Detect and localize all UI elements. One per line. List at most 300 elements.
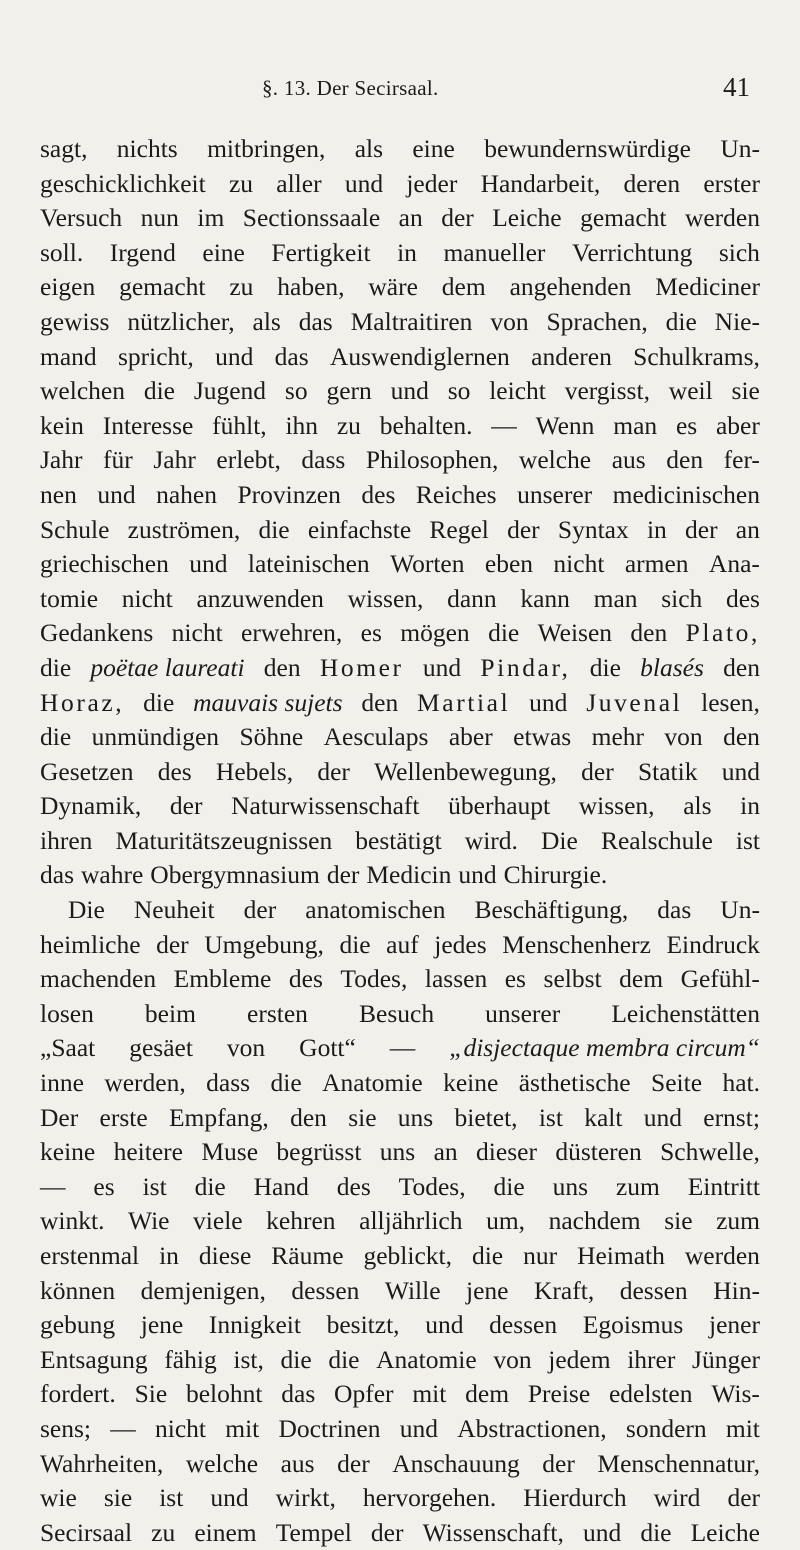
word: Nie- — [714, 306, 760, 336]
word: armen — [624, 549, 689, 579]
word: nicht — [553, 549, 605, 579]
word: sondern — [625, 1413, 707, 1443]
word: werden, — [104, 1068, 186, 1098]
word: machenden — [40, 964, 157, 994]
word: und — [425, 1310, 464, 1340]
word: Leichenstätten — [611, 998, 760, 1028]
word: vergisst, — [564, 376, 650, 406]
word: als — [683, 791, 712, 821]
word: wie — [40, 1483, 77, 1513]
word: eine — [202, 237, 245, 267]
word: Juvenal — [586, 687, 683, 717]
word: die — [40, 652, 72, 682]
word: gemacht — [119, 272, 206, 302]
word: anderen — [531, 341, 612, 371]
word: düsteren — [555, 1137, 642, 1167]
word: ihn — [285, 410, 319, 440]
word: der — [507, 514, 540, 544]
word: uns — [552, 1171, 588, 1201]
word: nützlicher, — [127, 306, 235, 336]
word: mögen — [400, 618, 470, 648]
word: ist — [159, 1483, 184, 1513]
word: dessen — [489, 1310, 558, 1340]
text-line — [40, 340, 760, 375]
word: Wille — [384, 1275, 441, 1305]
word: zum — [615, 1171, 660, 1201]
word: und — [422, 652, 462, 682]
text-line — [40, 1170, 760, 1205]
text-line — [40, 1101, 760, 1136]
word: Homer — [319, 652, 404, 682]
word: Martial — [417, 687, 511, 717]
word: des — [725, 583, 760, 613]
text-line — [40, 374, 760, 409]
word: gern — [326, 376, 372, 406]
word: lesen, — [701, 687, 760, 717]
word: eben — [484, 549, 534, 579]
word: mehr — [591, 722, 645, 752]
word: keine — [40, 1137, 96, 1167]
word: Plato, — [685, 618, 760, 648]
word: nicht — [121, 583, 173, 613]
word: erstenmal — [40, 1241, 140, 1270]
word: des — [288, 964, 323, 994]
text-line — [40, 1239, 760, 1274]
word: Räume — [271, 1241, 344, 1270]
text-line — [40, 928, 760, 963]
word: „Saat — [40, 1033, 96, 1063]
word: aber — [448, 722, 493, 752]
word: Fertigkeit — [271, 237, 371, 267]
word: und — [582, 1517, 622, 1547]
word: die — [640, 1517, 672, 1547]
running-title: §. 13. Der Secirsaal. — [262, 76, 439, 100]
text-line — [40, 1412, 760, 1447]
word: sens; — [40, 1413, 91, 1443]
word: zu — [336, 410, 361, 440]
word: fordert. — [40, 1379, 116, 1409]
word: inne — [40, 1068, 84, 1098]
word: in — [397, 237, 417, 267]
word: alljährlich — [359, 1206, 463, 1236]
word: erste — [99, 1102, 148, 1132]
word: werden — [684, 1241, 760, 1270]
word: Seite — [651, 1068, 703, 1098]
word: im — [197, 203, 225, 233]
word: die — [194, 1171, 226, 1201]
word: und — [643, 1102, 682, 1132]
word: Naturwissenschaft — [231, 791, 420, 821]
word: jener — [709, 1310, 760, 1340]
word: in — [740, 791, 760, 821]
word: Eindruck — [666, 929, 760, 959]
word: zu — [228, 168, 254, 198]
word: Menschennatur, — [597, 1448, 760, 1478]
word: Realschule — [600, 825, 713, 855]
word: ist — [735, 825, 760, 855]
word: von — [664, 722, 703, 752]
word: Sectionssaale — [242, 203, 381, 233]
text-line — [40, 167, 760, 202]
word: wäre — [368, 272, 418, 302]
word: und — [97, 479, 136, 509]
word: mauvais sujets — [193, 687, 343, 717]
word: von — [226, 1033, 266, 1063]
word: spricht, — [117, 341, 194, 371]
word: man — [593, 583, 638, 613]
word: Preise — [527, 1379, 591, 1409]
word: Schule — [40, 514, 110, 544]
text-line — [40, 270, 760, 305]
text-line — [40, 1204, 760, 1239]
text-line — [40, 755, 760, 790]
word: Innigkeit — [208, 1310, 301, 1340]
word: und — [529, 687, 568, 717]
word: ersten — [247, 998, 308, 1028]
word: die — [328, 1344, 360, 1374]
word: mand — [40, 341, 97, 371]
word: Sie — [134, 1379, 168, 1409]
word: belohnt — [185, 1379, 263, 1409]
word: viele — [193, 1206, 243, 1236]
word: „disjectaque membra circum“ — [449, 1033, 760, 1063]
word: nachdem — [548, 1206, 641, 1236]
page-number: 41 — [723, 72, 750, 102]
word: dass — [206, 1068, 251, 1098]
text-line — [40, 1343, 760, 1378]
word: der — [243, 895, 277, 925]
text-line — [40, 513, 760, 548]
word: Die — [68, 895, 105, 925]
word: und — [215, 341, 254, 371]
word: der — [581, 756, 614, 786]
text-line — [40, 1135, 760, 1170]
word: lassen — [424, 964, 488, 994]
word: ernst; — [703, 1102, 760, 1132]
text-line — [40, 616, 760, 651]
word: wirkt, — [275, 1483, 336, 1513]
word: leicht — [489, 376, 546, 406]
text-line — [40, 409, 760, 444]
word: nur — [523, 1241, 558, 1270]
word: Gefühl- — [680, 964, 760, 994]
word: gewiss — [40, 306, 110, 336]
word: Hebels, — [215, 756, 294, 786]
word: ist, — [233, 1344, 264, 1374]
word: des — [336, 1171, 371, 1201]
word: die — [339, 929, 371, 959]
word: Umgebung, — [204, 929, 324, 959]
word: dem — [619, 964, 664, 994]
word: Ana- — [708, 549, 760, 579]
text-line — [40, 547, 760, 582]
word: fer- — [723, 445, 760, 475]
text-line — [40, 651, 760, 686]
word: winkt. — [40, 1206, 105, 1236]
text-line — [40, 236, 760, 271]
word: des — [157, 756, 192, 786]
word: von — [490, 306, 529, 336]
word: und — [458, 860, 497, 890]
word: — — [491, 410, 517, 440]
word: unmündigen — [91, 722, 220, 752]
word: die — [143, 376, 175, 406]
text-line — [40, 1031, 760, 1066]
word: eine — [412, 134, 455, 163]
word: bietet, — [454, 1102, 518, 1132]
word: — — [40, 1171, 66, 1201]
word: und — [399, 1413, 438, 1443]
word: Syntax — [557, 514, 629, 544]
word: dessen — [619, 1275, 688, 1305]
word: geschicklichkeit — [40, 168, 206, 198]
word: mitbringen, — [207, 134, 326, 163]
word: in — [646, 514, 667, 544]
word: so — [284, 376, 308, 406]
word: Todes, — [340, 964, 408, 994]
word: Irgend — [109, 237, 176, 267]
word: der — [441, 203, 474, 233]
word: Wissenschaft, — [422, 1517, 564, 1547]
word: der — [685, 514, 718, 544]
word: Regel — [429, 514, 489, 544]
word: hat. — [722, 1068, 760, 1098]
word: und — [344, 168, 384, 198]
word: ist — [538, 1102, 563, 1132]
text-line — [40, 582, 760, 617]
word: hervorgehen. — [362, 1483, 497, 1513]
word: die — [493, 1171, 525, 1201]
text-line — [40, 1274, 760, 1309]
word: sie — [664, 1206, 693, 1236]
word: so — [447, 376, 471, 406]
word: dann — [447, 583, 497, 613]
text-line — [40, 201, 760, 236]
word: können — [40, 1275, 116, 1305]
word: zum — [716, 1206, 760, 1236]
word: Gesetzen — [40, 756, 134, 786]
word: — — [389, 1033, 416, 1063]
word: Sprachen, — [546, 306, 648, 336]
word: bewundernswürdige — [484, 134, 691, 163]
word: geblickt, — [363, 1241, 452, 1270]
word: Anatomie — [376, 1344, 477, 1374]
word: Aesculaps — [323, 722, 429, 752]
word: gemacht — [580, 203, 667, 233]
word: als — [354, 134, 384, 163]
word: Embleme — [173, 964, 272, 994]
word: Heimath — [577, 1241, 665, 1270]
word: nicht — [155, 1413, 206, 1443]
word: gebung — [40, 1310, 116, 1340]
word: mit — [412, 1379, 447, 1409]
word: Pindar, — [480, 652, 571, 682]
word: es — [93, 1171, 115, 1201]
word: Egoismus — [582, 1310, 684, 1340]
word: wahre — [81, 860, 144, 890]
word: das — [281, 1379, 316, 1409]
word: Wahrheiten, — [40, 1448, 164, 1478]
word: demjenigen, — [140, 1275, 266, 1305]
word: Dynamik, — [40, 791, 142, 821]
word: Wie — [128, 1206, 170, 1236]
word: erwehren, — [241, 618, 343, 648]
word: aber — [715, 410, 760, 440]
word: medicinischen — [612, 479, 760, 509]
word: lateinischen — [247, 549, 370, 579]
word: Wis- — [711, 1379, 760, 1409]
word: tomie — [40, 583, 99, 613]
word: die — [471, 1241, 504, 1270]
word: sie — [731, 376, 760, 406]
word: zu — [151, 1517, 176, 1547]
text-line — [40, 893, 760, 928]
word: selbst — [543, 964, 602, 994]
word: Hierdurch — [523, 1483, 627, 1513]
word: Weisen — [537, 618, 613, 648]
word: und — [189, 549, 228, 579]
word: den — [723, 722, 760, 752]
word: Interesse — [102, 410, 194, 440]
word: deren — [623, 168, 681, 198]
word: Secirsaal — [40, 1517, 133, 1547]
word: aus — [280, 1448, 315, 1478]
word: der — [156, 929, 189, 959]
text-line — [40, 305, 760, 340]
word: als — [252, 306, 281, 336]
word: Anschauung — [392, 1448, 520, 1478]
word: griechischen — [40, 549, 169, 579]
word: manueller — [443, 237, 546, 267]
word: haben, — [277, 272, 345, 302]
word: diese — [198, 1241, 252, 1270]
word: unserer — [517, 479, 593, 509]
word: kein — [40, 410, 84, 440]
text-line — [40, 132, 760, 167]
text-line — [40, 962, 760, 997]
word: der — [337, 1448, 370, 1478]
word: den — [630, 618, 668, 648]
word: Kraft, — [534, 1275, 595, 1305]
word: den — [290, 1102, 327, 1132]
word: das — [274, 341, 309, 371]
word: Leiche — [492, 203, 562, 233]
word: jeder — [406, 168, 458, 198]
text-line — [40, 1066, 760, 1101]
word: welchen — [40, 376, 125, 406]
word: dem — [465, 1379, 510, 1409]
word: in — [159, 1241, 179, 1270]
word: überhaupt — [448, 791, 551, 821]
word: Medicin — [366, 860, 452, 890]
word: anatomischen — [305, 895, 446, 925]
text-line — [40, 1516, 760, 1550]
word: der — [370, 1517, 404, 1547]
word: Statik — [637, 756, 698, 786]
word: Chirurgie. — [503, 860, 608, 890]
word: Entsagung — [40, 1344, 148, 1374]
word: Obergymnasium — [150, 860, 320, 890]
word: den — [723, 652, 760, 682]
word: gesäet — [129, 1033, 193, 1063]
word: Auswendiglernen — [329, 341, 510, 371]
word: es — [504, 964, 526, 994]
word: jene — [466, 1275, 509, 1305]
word: den — [666, 445, 704, 475]
word: Jünger — [692, 1344, 760, 1374]
word: losen — [40, 998, 94, 1028]
word: uns — [379, 1137, 416, 1167]
word: Handarbeit, — [480, 168, 601, 198]
word: poëtae laureati — [90, 652, 245, 682]
word: Hin- — [713, 1275, 760, 1305]
word: Anatomie — [322, 1068, 423, 1098]
word: Un- — [720, 134, 760, 163]
word: zuströmen, — [127, 514, 241, 544]
word: Verrichtung — [571, 237, 693, 267]
word: aller — [276, 168, 322, 198]
text-line — [40, 1377, 760, 1412]
word: der — [317, 756, 350, 786]
word: edelsten — [608, 1379, 693, 1409]
word: erster — [703, 168, 760, 198]
word: heimliche — [40, 929, 141, 959]
word: heitere — [113, 1137, 183, 1167]
text-line — [40, 1308, 760, 1343]
word: der — [169, 791, 203, 821]
word: aus — [611, 445, 646, 475]
word: Jahr — [153, 445, 196, 475]
word: Leiche — [690, 1517, 760, 1547]
word: kalt — [584, 1102, 623, 1132]
word: jene — [140, 1310, 184, 1340]
word: ihren — [40, 825, 93, 855]
text-line — [40, 686, 760, 721]
word: nen — [40, 479, 77, 509]
word: werden — [684, 203, 760, 233]
word: sie — [348, 1102, 377, 1132]
word: an — [398, 203, 423, 233]
word: Reiches — [415, 479, 497, 509]
word: Un- — [720, 895, 760, 925]
word: nichts — [116, 134, 178, 163]
word: fähig — [164, 1344, 217, 1374]
word: welche — [518, 445, 592, 475]
word: etwas — [513, 722, 572, 752]
word: kehren — [266, 1206, 336, 1236]
text-line — [40, 824, 760, 859]
word: wissen, — [347, 583, 424, 613]
word: — — [110, 1413, 136, 1443]
word: Versuch — [40, 203, 123, 233]
word: die — [258, 514, 290, 544]
word: es — [675, 410, 698, 440]
word: sich — [661, 583, 703, 613]
word: keine — [443, 1068, 499, 1098]
word: es — [360, 618, 382, 648]
word: einem — [194, 1517, 257, 1547]
word: nun — [140, 203, 179, 233]
word: Provinzen — [237, 479, 341, 509]
word: kann — [520, 583, 570, 613]
word: man — [613, 410, 658, 440]
running-head — [0, 72, 800, 106]
word: jedem — [548, 1344, 611, 1374]
word: sagt, — [40, 134, 88, 163]
word: für — [103, 445, 133, 475]
word: den — [361, 687, 399, 717]
word: der — [542, 1448, 575, 1478]
